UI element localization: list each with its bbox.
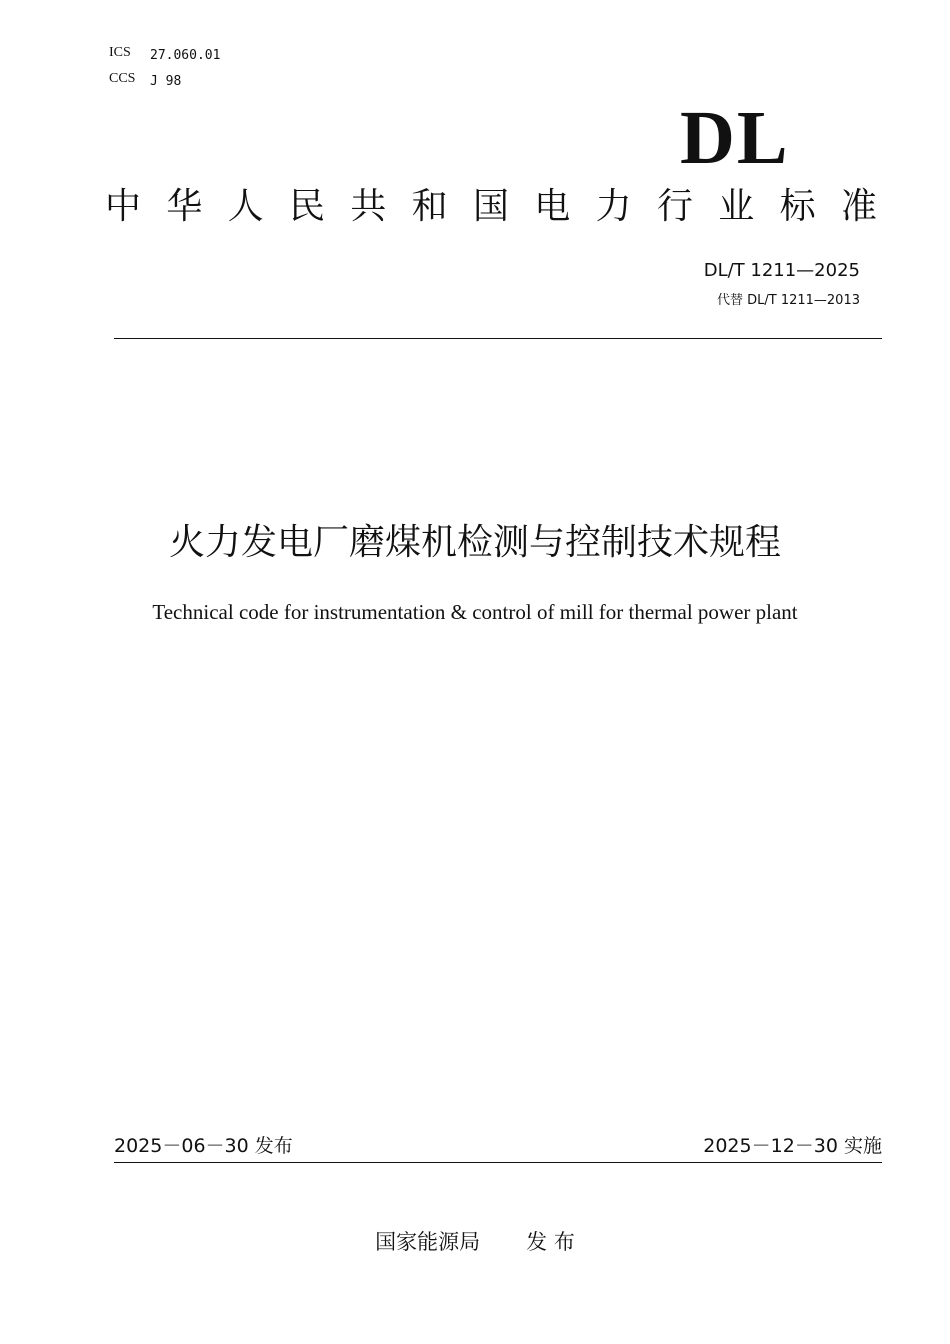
standard-category-name (105, 184, 877, 230)
standard-number: DL/T 1211—2025 (703, 260, 860, 281)
ccs-value: J 98 (150, 74, 182, 89)
standard-name-char: 准 (840, 186, 877, 227)
document-title-chinese: 火力发电厂磨煤机检测与控制技术规程 (168, 522, 781, 563)
dl-logo: DL (680, 96, 790, 180)
standard-name-char: 力 (595, 186, 632, 227)
publish-date: 2025－06－30 发布 (114, 1135, 293, 1157)
standard-name-char: 业 (718, 186, 755, 227)
standard-name-char: 华 (166, 186, 203, 227)
standard-name-char: 民 (288, 186, 325, 227)
standard-name-char: 共 (350, 186, 387, 227)
standard-name-char: 和 (411, 186, 448, 227)
standard-name-char: 人 (227, 186, 264, 227)
replaces-standard: 代替 DL/T 1211—2013 (716, 293, 860, 308)
ics-label: ICS (109, 45, 131, 60)
standard-name-char: 国 (472, 186, 509, 227)
standard-name-char: 电 (534, 186, 571, 227)
issuer-org: 国家能源局 (375, 1230, 481, 1254)
issuer-action: 发 布 (526, 1230, 575, 1254)
header-divider (114, 338, 882, 339)
standard-name-char: 标 (779, 186, 816, 227)
document-title-english: Technical code for instrumentation & control of mill for thermal power plant (152, 600, 798, 624)
ccs-label: CCS (109, 71, 136, 86)
standard-name-char: 行 (656, 186, 693, 227)
footer-divider (114, 1162, 882, 1163)
implement-date: 2025－12－30 实施 (703, 1135, 882, 1157)
ics-value: 27.060.01 (150, 48, 221, 63)
issuer-line (0, 1227, 950, 1257)
standard-name-char: 中 (105, 186, 142, 227)
